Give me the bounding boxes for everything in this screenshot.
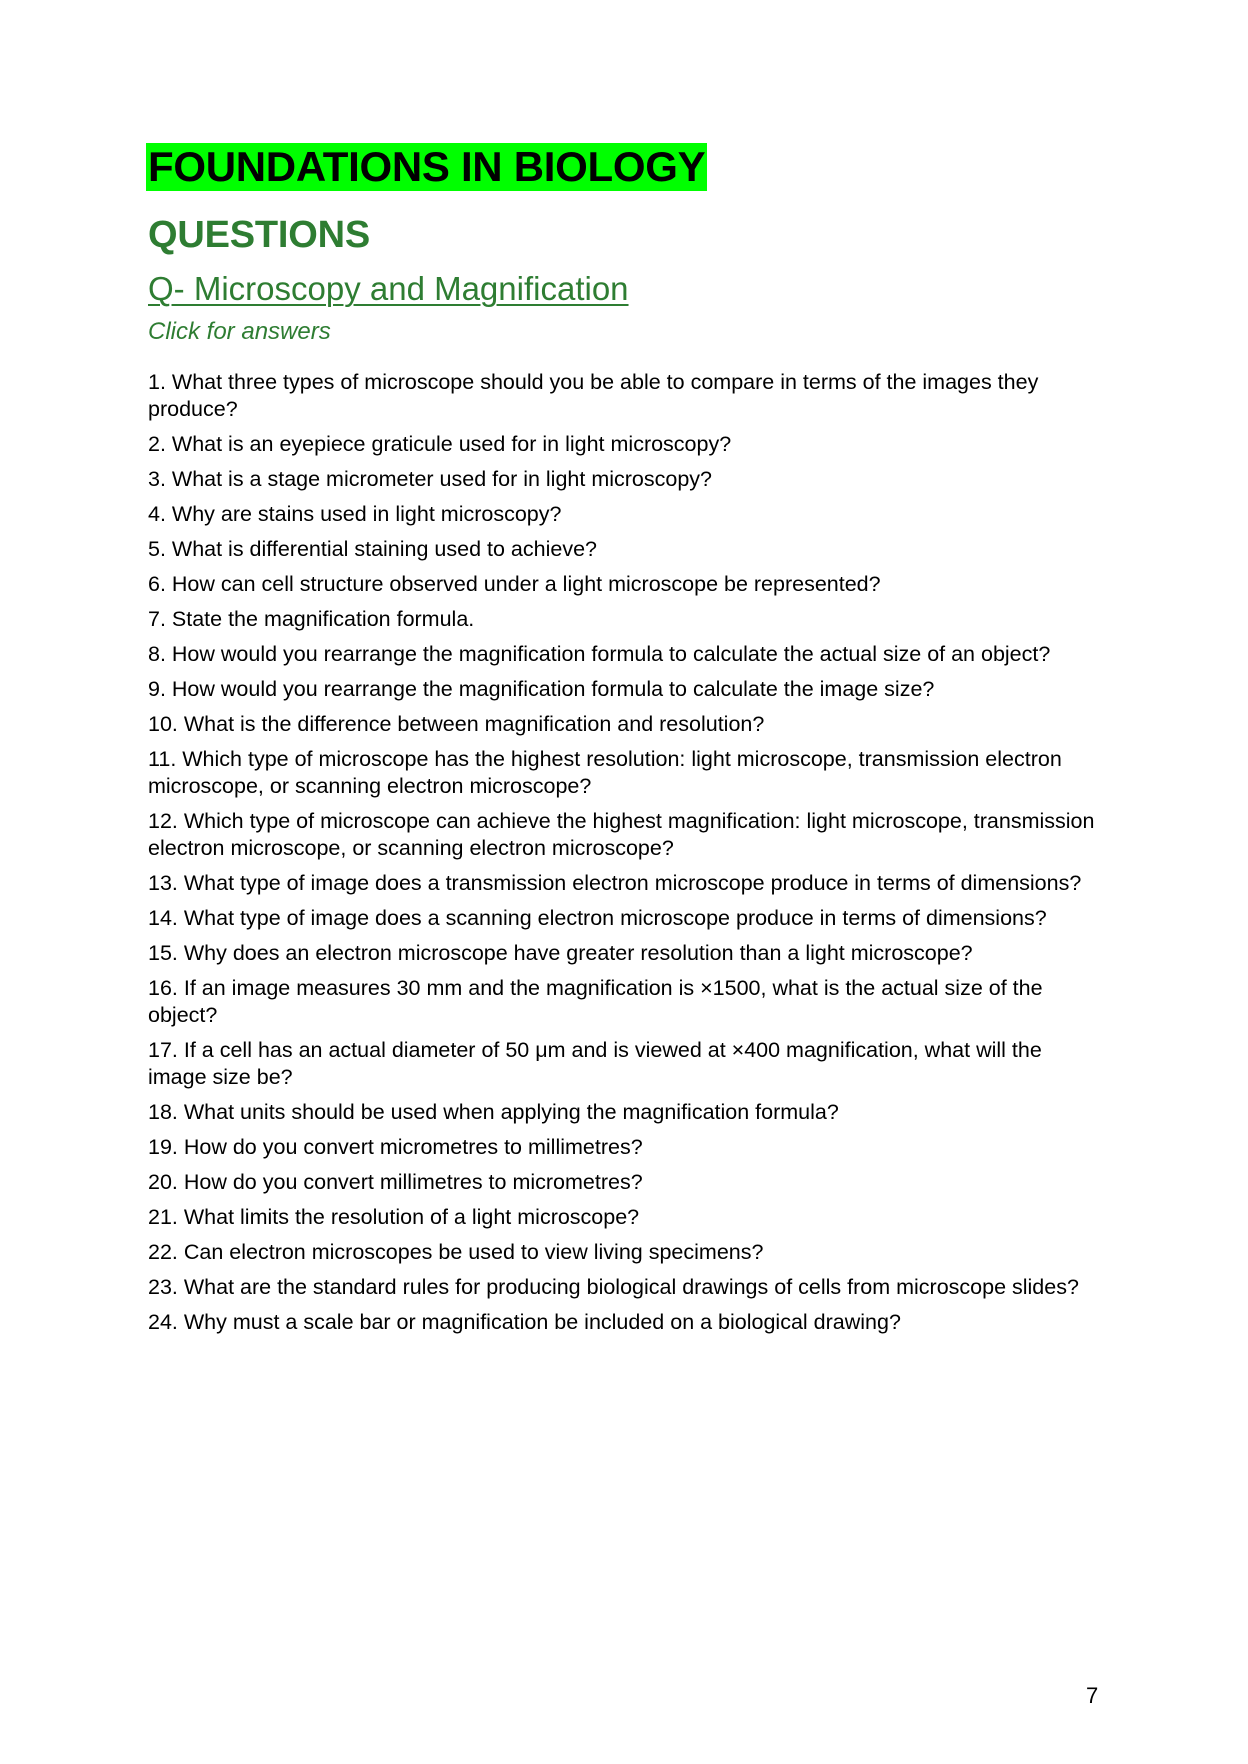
question-item: 6. How can cell structure observed under a light microscope be represented?	[148, 572, 881, 596]
question-item: 7. State the magnification formula.	[148, 607, 475, 631]
question-item: 14. What type of image does a scanning electron microscope produce in terms of dimensions?	[148, 906, 1047, 930]
section-heading: QUESTIONS	[148, 214, 371, 256]
question-item: 20. How do you convert millimetres to micrometres?	[148, 1170, 643, 1194]
question-item: 4. Why are stains used in light microscopy?	[148, 502, 562, 526]
question-item: 17. If a cell has an actual diameter of 50 μm and is viewed at ×400 magnification, what will the image size be?	[148, 1038, 1042, 1089]
question-item: 11. Which type of microscope has the highest resolution: light microscope, transmission electron microscope, or scanning electron microscope?	[148, 747, 1062, 798]
question-item: 13. What type of image does a transmission electron microscope produce in terms of dimensions?	[148, 871, 1082, 895]
question-item: 10. What is the difference between magnification and resolution?	[148, 712, 765, 736]
question-item: 3. What is a stage micrometer used for in light microscopy?	[148, 467, 712, 491]
document-page	[148, 143, 1098, 1344]
question-item: 12. Which type of microscope can achieve the highest magnification: light microscope, transmission electron microscope, or scanning electron microscope?	[148, 809, 1095, 860]
question-item: 8. How would you rearrange the magnification formula to calculate the actual size of an object?	[148, 642, 1051, 666]
question-list	[148, 369, 1098, 1336]
answers-link[interactable]: Click for answers	[148, 318, 331, 345]
question-item: 16. If an image measures 30 mm and the magnification is ×1500, what is the actual size of the object?	[148, 976, 1043, 1027]
page-number: 7	[1086, 1683, 1099, 1708]
document-title: FOUNDATIONS IN BIOLOGY	[148, 143, 706, 190]
question-item: 5. What is differential staining used to achieve?	[148, 537, 597, 561]
question-item: 9. How would you rearrange the magnification formula to calculate the image size?	[148, 677, 935, 701]
question-item: 22. Can electron microscopes be used to view living specimens?	[148, 1240, 764, 1264]
question-item: 24. Why must a scale bar or magnification be included on a biological drawing?	[148, 1310, 901, 1334]
question-item: 2. What is an eyepiece graticule used for in light microscopy?	[148, 432, 732, 456]
question-item: 19. How do you convert micrometres to millimetres?	[148, 1135, 643, 1159]
question-item: 18. What units should be used when applying the magnification formula?	[148, 1100, 839, 1124]
topic-link[interactable]: Q- Microscopy and Magnification	[148, 270, 629, 307]
question-item: 23. What are the standard rules for producing biological drawings of cells from microscope slides?	[148, 1275, 1079, 1299]
question-item: 1. What three types of microscope should you be able to compare in terms of the images they produce?	[148, 370, 1039, 421]
question-item: 21. What limits the resolution of a light microscope?	[148, 1205, 640, 1229]
question-item: 15. Why does an electron microscope have greater resolution than a light microscope?	[148, 941, 973, 965]
